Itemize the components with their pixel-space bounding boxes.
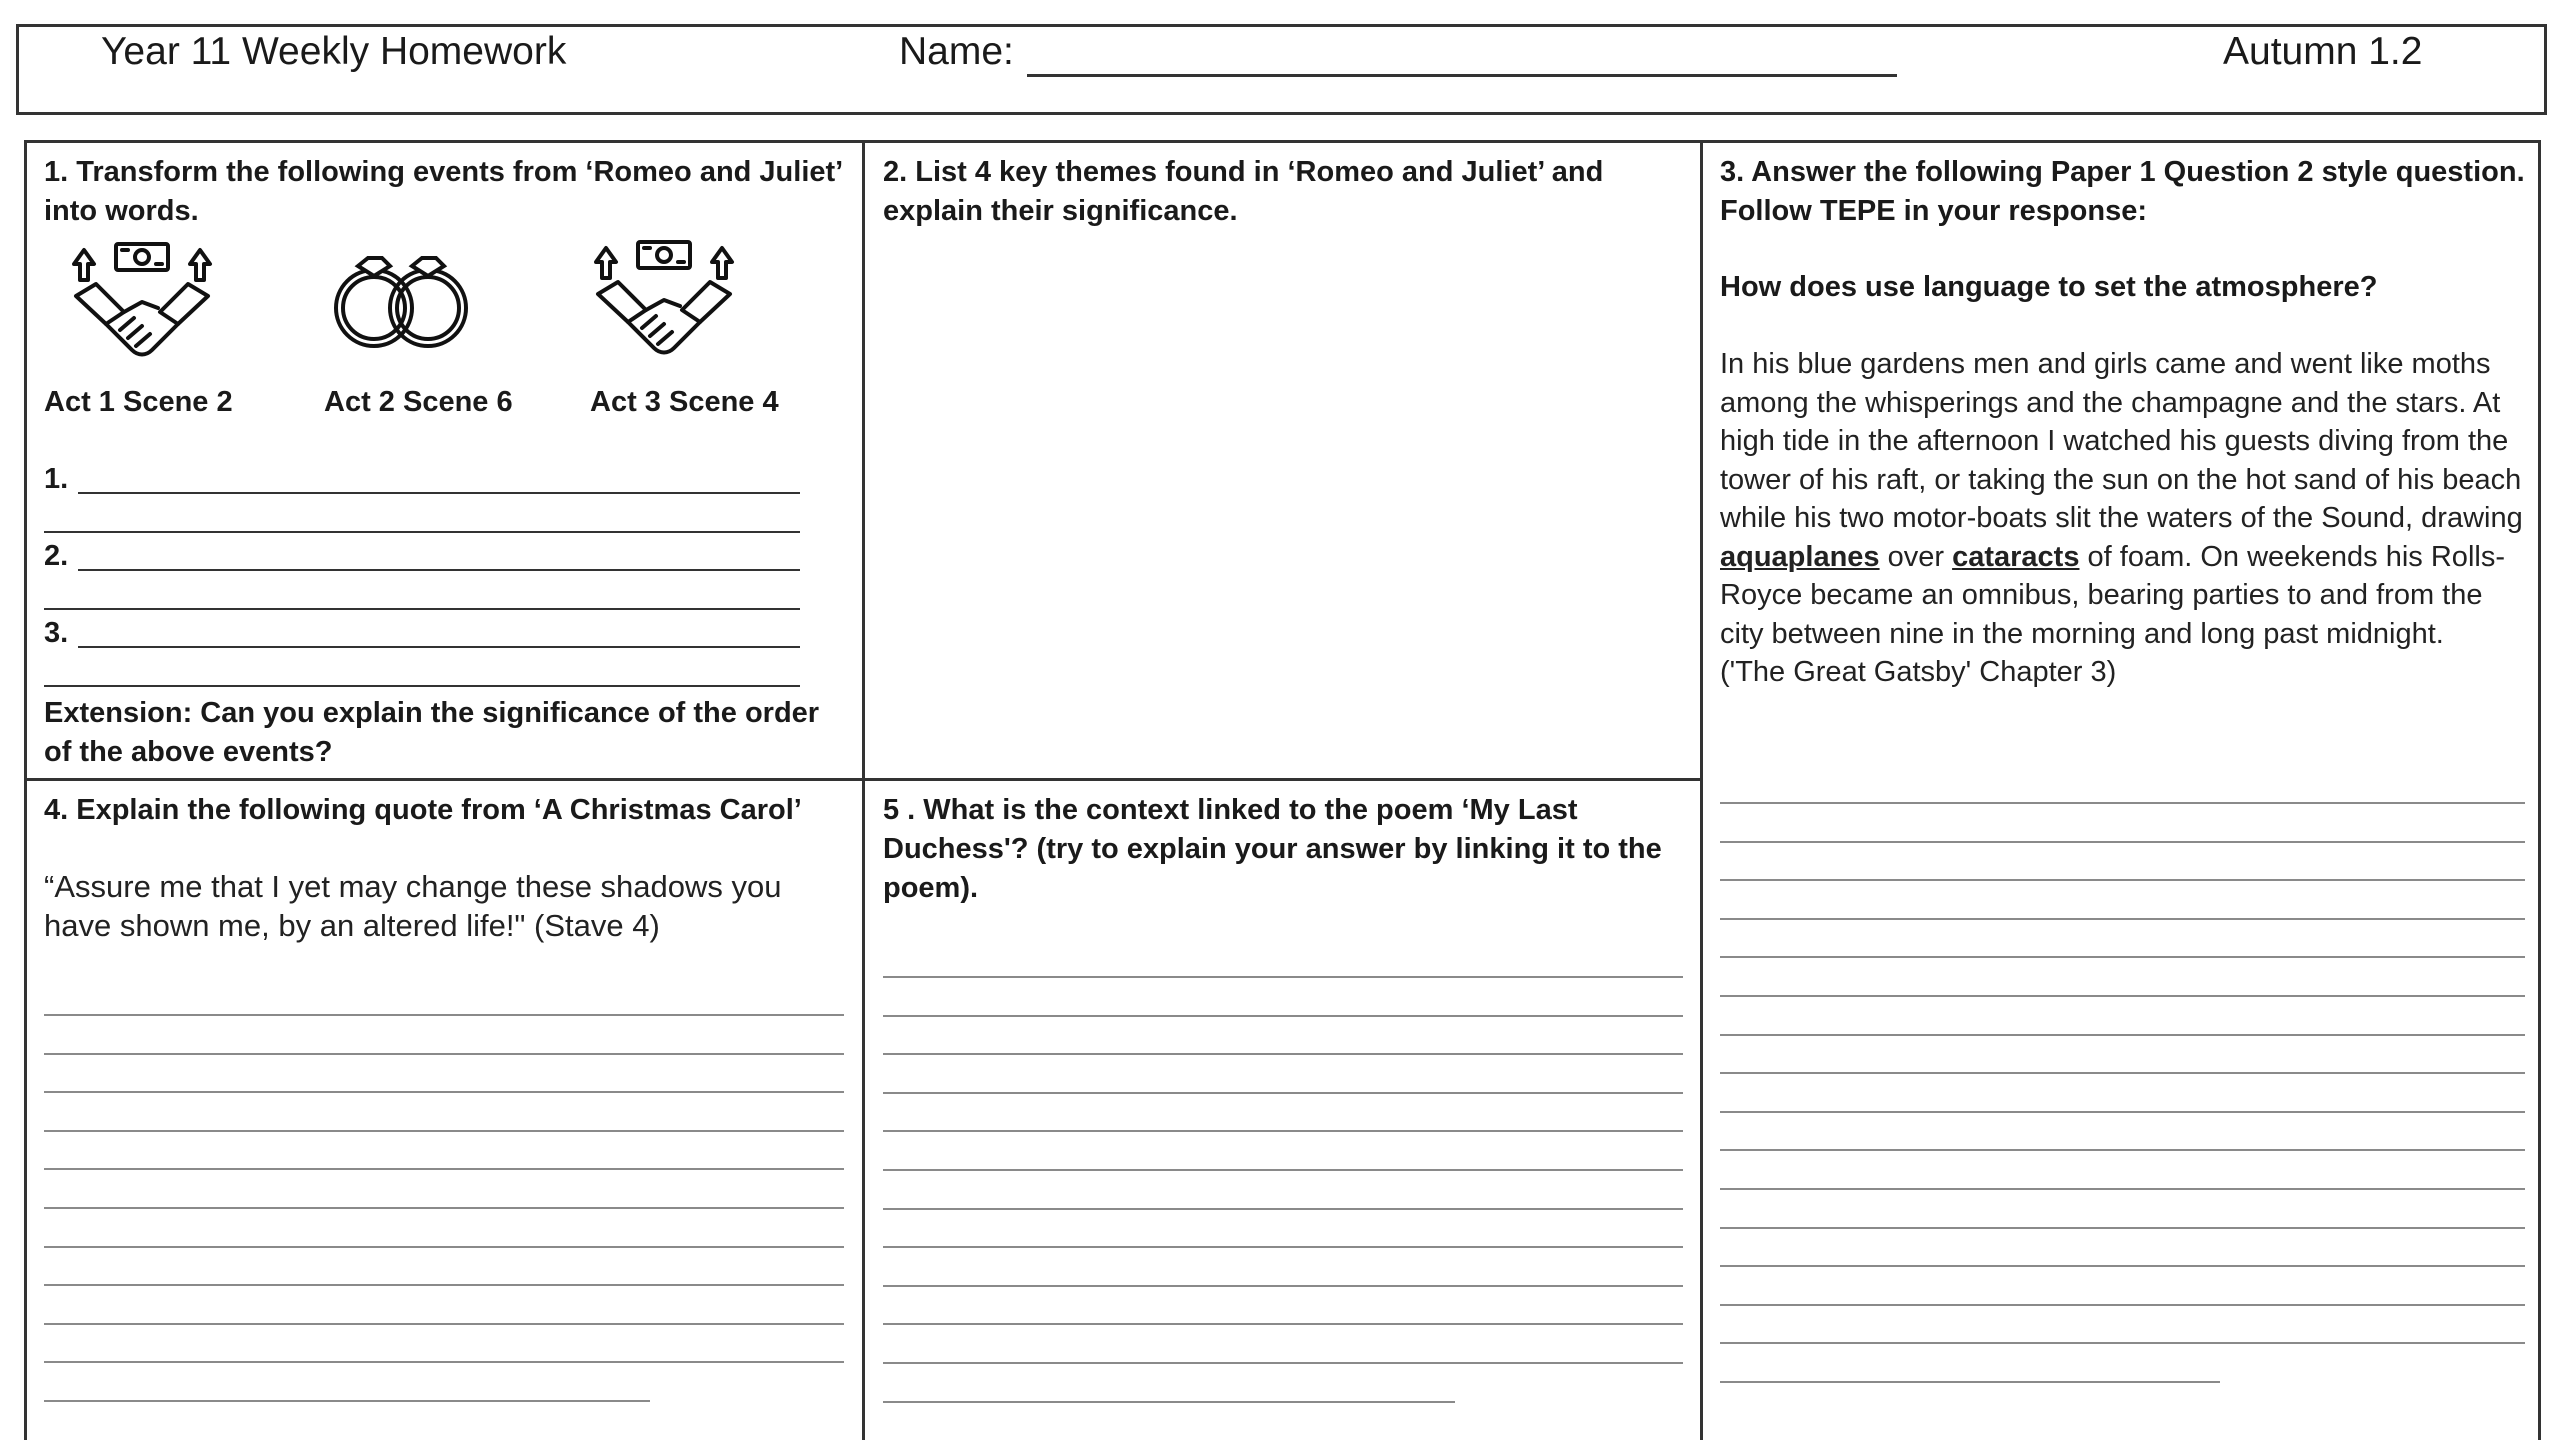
answer-line[interactable] bbox=[1720, 1111, 2525, 1113]
passage-text: of foam. On weekends his Rolls-Royce became an omnibus, bearing parties to and from the city between nine in the morning and long past midnight. bbox=[1720, 540, 2505, 650]
vocab-word: cataracts bbox=[1952, 540, 2080, 573]
answer-line[interactable] bbox=[1720, 802, 2525, 804]
answer-line[interactable] bbox=[1720, 1381, 2220, 1383]
answer-line[interactable] bbox=[44, 1168, 844, 1170]
answer-line[interactable] bbox=[883, 1362, 1683, 1364]
answer-line[interactable] bbox=[883, 1285, 1683, 1287]
answer-line[interactable] bbox=[44, 1053, 844, 1055]
answer-line[interactable] bbox=[1720, 1342, 2525, 1344]
answer-line[interactable] bbox=[1720, 1149, 2525, 1151]
answer-line[interactable] bbox=[1720, 1304, 2525, 1306]
answer-line[interactable] bbox=[78, 492, 800, 494]
answer-line[interactable] bbox=[883, 976, 1683, 978]
act-label: Act 2 Scene 6 bbox=[324, 386, 513, 418]
q1-prompt: 1. Transform the following events from ‘Romeo and Juliet’ into words. bbox=[44, 156, 842, 227]
answer-line[interactable] bbox=[44, 1014, 844, 1016]
act-label: Act 3 Scene 4 bbox=[590, 386, 779, 418]
answer-line[interactable] bbox=[44, 1361, 844, 1363]
passage-source: ('The Great Gatsby' Chapter 3) bbox=[1720, 656, 2117, 688]
answer-line[interactable] bbox=[883, 1208, 1683, 1210]
q2-prompt: 2. List 4 key themes found in ‘Romeo and Juliet’ and explain their significance. bbox=[883, 156, 1604, 227]
answer-line[interactable] bbox=[883, 1169, 1683, 1171]
blank-number: 2. bbox=[44, 540, 69, 572]
wedding-rings-icon bbox=[322, 256, 482, 352]
q5-prompt: 5 . What is the context linked to the poem ‘My Last Duchess'? (try to explain your answer by linking it to the poem). bbox=[883, 794, 1662, 904]
name-label: Name: bbox=[899, 30, 1014, 73]
term-label: Autumn 1.2 bbox=[2223, 30, 2423, 73]
answer-line[interactable] bbox=[1720, 841, 2525, 843]
answer-line[interactable] bbox=[1720, 879, 2525, 881]
vocab-word: aquaplanes bbox=[1720, 540, 1880, 573]
blank-number: 3. bbox=[44, 617, 69, 649]
answer-line[interactable] bbox=[883, 1092, 1683, 1094]
answer-line[interactable] bbox=[44, 608, 800, 610]
answer-line[interactable] bbox=[44, 531, 800, 533]
q4-prompt: 4. Explain the following quote from ‘A Christmas Carol’ bbox=[44, 794, 802, 826]
answer-line[interactable] bbox=[44, 1130, 844, 1132]
answer-line[interactable] bbox=[883, 1130, 1683, 1132]
carol-quote: “Assure me that I yet may change these shadows you have shown me, by an altered life!" (Stave 4) bbox=[44, 869, 782, 943]
q3-prompt: 3. Answer the following Paper 1 Question 2 style question. Follow TEPE in your response: bbox=[1720, 156, 2525, 227]
answer-line[interactable] bbox=[883, 1015, 1683, 1017]
answer-line[interactable] bbox=[78, 569, 800, 571]
answer-line[interactable] bbox=[1720, 1072, 2525, 1074]
answer-line[interactable] bbox=[78, 646, 800, 648]
answer-line[interactable] bbox=[883, 1053, 1683, 1055]
passage-text: over bbox=[1879, 540, 1953, 573]
name-write-line[interactable] bbox=[1027, 74, 1897, 77]
blank-number: 1. bbox=[44, 463, 69, 495]
gatsby-passage bbox=[1720, 345, 2525, 692]
act-label: Act 1 Scene 2 bbox=[44, 386, 233, 418]
q2-answer-area[interactable] bbox=[880, 240, 1690, 770]
q1-extension: Extension: Can you explain the significance of the order of the above events? bbox=[44, 697, 820, 768]
answer-line[interactable] bbox=[1720, 956, 2525, 958]
answer-line[interactable] bbox=[44, 1400, 650, 1402]
answer-line[interactable] bbox=[44, 1207, 844, 1209]
worksheet-title: Year 11 Weekly Homework bbox=[101, 30, 567, 73]
answer-line[interactable] bbox=[1720, 1034, 2525, 1036]
q3-question: How does use language to set the atmosphere? bbox=[1720, 271, 2378, 303]
row-divider bbox=[24, 778, 1703, 781]
passage-text: In his blue gardens men and girls came and went like moths among the whisperings and the champagne and the stars. At high tide in the afternoon I watched his guests diving from the tower of his raft, or taking the sun on the hot sand of his beach while his two motor-boats slit the waters of the Sound, drawing bbox=[1720, 348, 2523, 534]
handshake-money-icon bbox=[66, 238, 218, 366]
answer-line[interactable] bbox=[1720, 995, 2525, 997]
answer-line[interactable] bbox=[44, 1091, 844, 1093]
handshake-money-icon bbox=[588, 236, 740, 364]
answer-line[interactable] bbox=[44, 1284, 844, 1286]
answer-line[interactable] bbox=[44, 1246, 844, 1248]
answer-line[interactable] bbox=[883, 1323, 1683, 1325]
answer-line[interactable] bbox=[1720, 1227, 2525, 1229]
answer-line[interactable] bbox=[883, 1401, 1455, 1403]
answer-line[interactable] bbox=[44, 685, 800, 687]
answer-line[interactable] bbox=[44, 1323, 844, 1325]
answer-line[interactable] bbox=[883, 1246, 1683, 1248]
column-divider bbox=[1700, 140, 1703, 1440]
answer-line[interactable] bbox=[1720, 1265, 2525, 1267]
answer-line[interactable] bbox=[1720, 918, 2525, 920]
column-divider bbox=[862, 140, 865, 1440]
answer-line[interactable] bbox=[1720, 1188, 2525, 1190]
